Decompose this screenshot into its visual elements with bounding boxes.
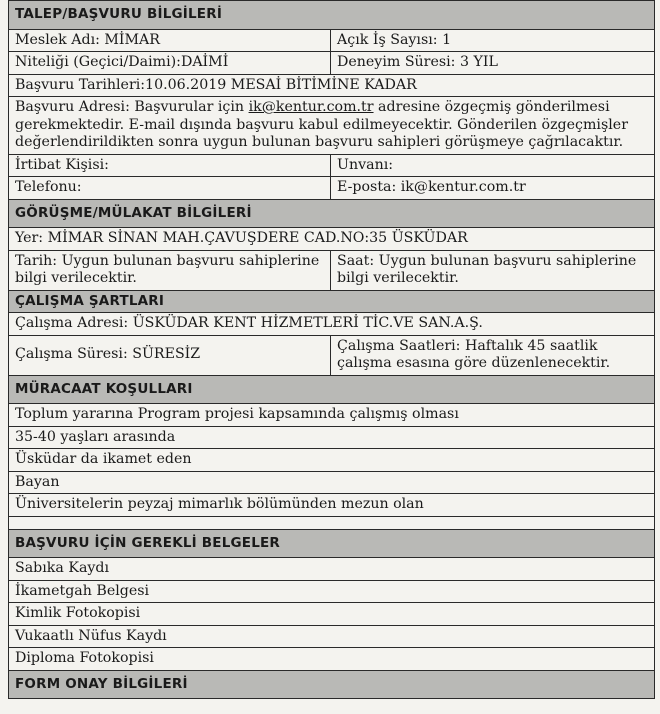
section-header-muracaat <box>9 376 654 405</box>
unvani: Unvanı: <box>337 156 394 173</box>
list-item <box>9 626 654 649</box>
list-item <box>9 558 654 581</box>
row-irtibat <box>9 155 654 178</box>
meslek-adi: Meslek Adı: MİMAR <box>9 30 331 52</box>
calisma-suresi: Çalışma Süresi: SÜRESİZ <box>9 336 331 375</box>
row-basvuru-tarihleri <box>9 75 654 98</box>
list-item <box>9 404 654 427</box>
deneyim-suresi: Deneyim Süresi: 3 YIL <box>337 54 498 70</box>
section-title: BAŞVURU İÇİN GEREKLİ BELGELER <box>9 530 654 558</box>
list-item <box>9 648 654 671</box>
row-telefon <box>9 177 654 200</box>
basvuru-adresi <box>9 97 654 154</box>
section-header-gorusme <box>9 200 654 229</box>
row-calisma-sure <box>9 336 654 376</box>
muracaat-item: Üsküdar da ikamet eden <box>15 451 192 467</box>
empty-cell <box>9 517 654 529</box>
niteligi: Niteliği (Geçici/Daimi):DAİMİ <box>9 52 331 74</box>
section-title: TALEP/BAŞVURU BİLGİLERİ <box>9 1 654 29</box>
email-link[interactable]: ik@kentur.com.tr <box>248 99 374 115</box>
job-posting-form <box>8 0 655 699</box>
muracaat-item: Üniversitelerin peyzaj mimarlık bölümünden mezun olan <box>15 496 424 512</box>
muracaat-item: Toplum yararına Program projesi kapsamında çalışmış olması <box>15 406 459 422</box>
list-item <box>9 494 654 517</box>
row-meslek <box>9 30 654 53</box>
gorusme-yer: Yer: MİMAR SİNAN MAH.ÇAVUŞDERE CAD.NO:35 ÜSKÜDAR <box>15 230 468 246</box>
list-item <box>9 581 654 604</box>
basvuru-adresi-pre: Başvuru Adresi: Başvurular için <box>15 99 249 115</box>
list-item <box>9 472 654 495</box>
irtibat-kisisi: İrtibat Kişisi: <box>9 155 331 177</box>
telefonu: Telefonu: <box>9 177 331 199</box>
row-basvuru-adresi <box>9 97 654 155</box>
section-title: MÜRACAAT KOŞULLARI <box>9 376 654 404</box>
muracaat-item: 35-40 yaşları arasında <box>15 428 176 445</box>
belge-item: Diploma Fotokopisi <box>15 650 154 666</box>
section-title: GÖRÜŞME/MÜLAKAT BİLGİLERİ <box>9 200 654 228</box>
row-tarih-saat <box>9 251 654 291</box>
row-nitelik <box>9 52 654 75</box>
belge-item: Vukaatlı Nüfus Kaydı <box>15 627 167 644</box>
section-header-form-onay <box>9 671 654 700</box>
section-title: FORM ONAY BİLGİLERİ <box>9 671 654 699</box>
acik-is-sayisi: Açık İş Sayısı: 1 <box>337 31 452 48</box>
belge-item: İkametgah Belgesi <box>15 582 150 599</box>
calisma-saatleri: Çalışma Saatleri: Haftalık 45 saatlik çalışma esasına göre düzenlenecektir. <box>337 337 611 371</box>
section-title: ÇALIŞMA ŞARTLARI <box>9 291 654 313</box>
basvuru-tarihleri: Başvuru Tarihleri:10.06.2019 MESAİ BİTİMİNE KADAR <box>15 76 417 93</box>
basvuru-adresi-post: adresine özgeçmiş gönderilmesi gerekmektedir. E-mail dışında başvuru kabul edilmeyecektir. Gönderilen özgeçmişler değerlendirildikten sonra uygun bulunan başvuru sahipleri görüşmeye çağrılacaktır. <box>15 99 628 150</box>
section-header-talep <box>9 0 654 30</box>
calisma-adresi: Çalışma Adresi: ÜSKÜDAR KENT HİZMETLERİ TİC.VE SAN.A.Ş. <box>15 315 483 331</box>
section-header-calisma <box>9 291 654 314</box>
list-item <box>9 427 654 450</box>
row-calisma-adresi <box>9 313 654 336</box>
list-item <box>9 449 654 472</box>
row-yer <box>9 228 654 251</box>
belge-item: Kimlik Fotokopisi <box>15 605 141 621</box>
section-header-belgeler <box>9 530 654 559</box>
list-item-empty <box>9 517 654 530</box>
eposta: E-posta: ik@kentur.com.tr <box>337 179 526 195</box>
muracaat-item: Bayan <box>15 473 60 490</box>
belge-item: Sabıka Kaydı <box>15 560 110 576</box>
gorusme-tarih: Tarih: Uygun bulunan başvuru sahiplerine bilgi verilecektir. <box>9 251 331 290</box>
gorusme-saat: Saat: Uygun bulunan başvuru sahiplerine bilgi verilecektir. <box>337 252 637 286</box>
list-item <box>9 603 654 626</box>
